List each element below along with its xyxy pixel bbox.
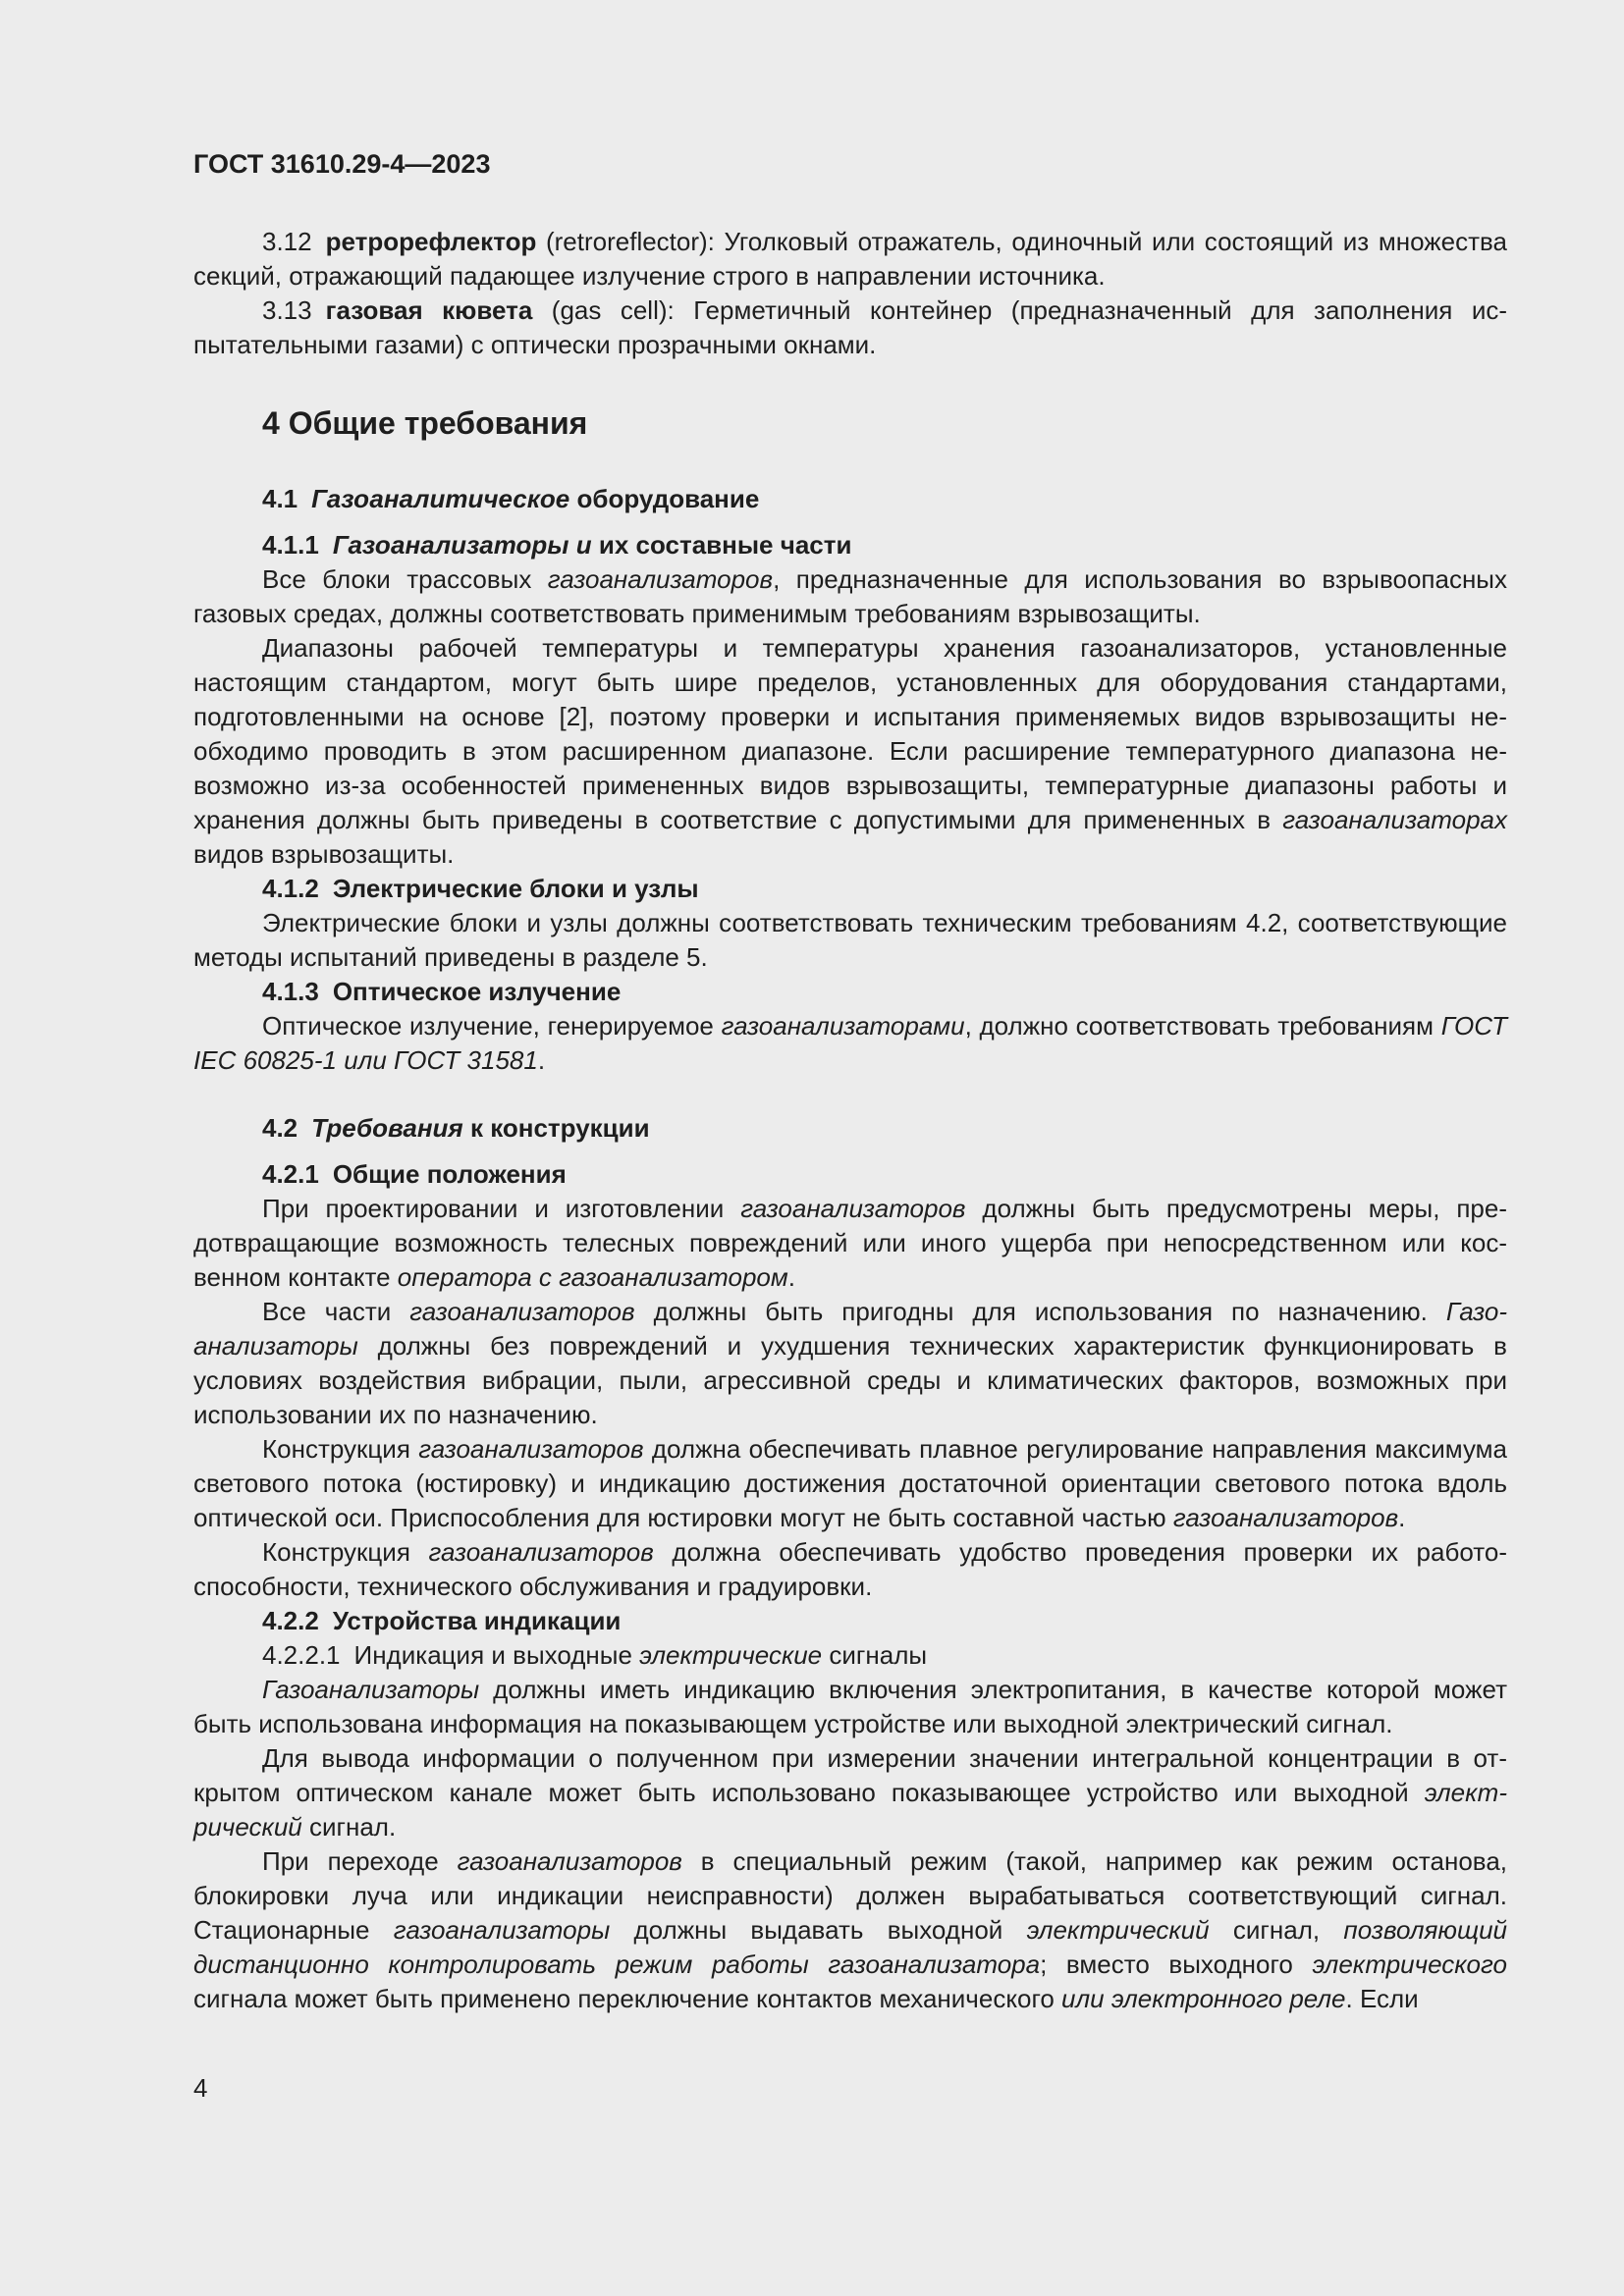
paragraph: Все части газоанализаторов должны быть пригодны для использования по назначению. Газоанализаторы должны без повреждений и ухудшения технических характеристик функционировать в условиях воздействия вибрации, пыли, агрессивной среды и климатических факторов, возможных при использовании их по назначению.	[193, 1297, 1508, 1429]
page-number: 4	[193, 2073, 208, 2103]
clause-4-2-2-title: 4.2.2 Устройства индикации	[262, 1606, 622, 1635]
term-definition: Уголковый отражатель, одиночный или состоящий из множества секций, отражающий падающее излучение строго в направлении источника.	[193, 227, 1507, 291]
paragraph: Газоанализаторы должны иметь индикацию включения электропитания, в качестве которой может быть использована информация на показывающем устройстве или выходной электрический сигнал.	[193, 1675, 1507, 1738]
paragraph: Конструкция газоанализаторов должна обеспечивать удобство проведения проверки их работоспособности, технического обслуживания и градуировки.	[193, 1537, 1508, 1601]
term-name: ретрорефлектор	[325, 227, 537, 256]
term-name: газовая кювета	[325, 295, 533, 325]
document-code-header: ГОСТ 31610.29-4—2023	[193, 149, 491, 179]
paragraph: Диапазоны рабочей температуры и температуры хранения газоанализаторов, установленные настоящим стандартом, могут быть шире пределов, установленных для оборудования стандартами, подготовленными на основе [2], поэтому проверки и испытания применяемых видов взрывозащиты необходимо проводить в этом расширенном диапазоне. Если расширение температурного диапазона невозможно из-за особенностей примененных видов взрывозащиты, температурные диапазоны работы и хранения должны быть приведены в соответствие с допустимыми для примененных в газоанализаторах видов взрывозащиты.	[193, 633, 1507, 869]
paragraph: При переходе газоанализаторов в специальный режим (такой, например как режим останова, блокировки луча или индикации неисправности) должен вырабатываться соответствующий сигнал. Стационарные газоанализаторы должны выдавать выходной электрический сигнал, позволяющий дистанционно контролировать режим работы газоанализатора; вместо выходного электрического сигнала может быть применено переключение контактов механического или электронного реле. Если	[193, 1846, 1508, 2013]
clause-4-1-2-title: 4.1.2 Электрические блоки и узлы	[262, 874, 699, 903]
paragraph: Для вывода информации о полученном при измерении значении интегральной концентрации в открытом оптическом канале может быть использовано показывающее устройство или выходной электрический сигнал.	[193, 1743, 1507, 1842]
clause-4-1-3-title: 4.1.3 Оптическое излучение	[262, 977, 622, 1006]
term-3-12: 3.12 ретрорефлектор (retroreflector): Уголковый отражатель, одиночный или состоящий из множества секций, отражающий падающее излучение строго в направлении источника.	[193, 227, 1507, 291]
section-4-title: 4 Общие требования	[262, 405, 588, 441]
document-page	[193, 147, 1507, 2016]
paragraph: При проектировании и изготовлении газоанализаторов должны быть предусмотрены меры, предотвращающие возможность телесных повреждений или иного ущерба при непосредственном или косвенном контакте оператора с газоанализатором.	[193, 1194, 1507, 1292]
paragraph: Электрические блоки и узлы должны соответствовать техническим требованиям 4.2, соответствующие методы испытаний приведены в разделе 5.	[193, 908, 1507, 972]
term-english: (retroreflector):	[545, 227, 715, 256]
clause-4-1-1-title: 4.1.1 Газоанализаторы и их составные части	[262, 530, 852, 560]
paragraph: Конструкция газоанализаторов должна обеспечивать плавное регулирование направления максимума светового потока (юстировку) и индикацию достижения достаточной ориентации светового потока вдоль оптической оси. Приспособления для юстировки могут не быть составной частью газоанализаторов.	[193, 1434, 1507, 1532]
subsection-4-2-title: 4.2 Требования к конструкции	[262, 1113, 650, 1143]
paragraph: Все блоки трассовых газоанализаторов, предназначенные для использования во взрывоопасных газовых средах, должны соответствовать применимым требованиям взрывозащиты.	[193, 564, 1507, 628]
term-definition: Герметичный контейнер (предназначенный для заполнения испытательными газами) с оптически прозрачными окнами.	[193, 295, 1508, 359]
term-3-13: 3.13 газовая кювета (gas cell): Герметичный контейнер (предназначенный для заполнения испытательными газами) с оптически прозрачными окнами.	[193, 295, 1508, 359]
term-english: (gas cell):	[551, 295, 675, 325]
subsection-4-1-title: 4.1 Газоаналитическое оборудование	[262, 484, 760, 513]
clause-4-2-1-title: 4.2.1 Общие положения	[262, 1159, 567, 1189]
clause-4-2-2-1-title: 4.2.2.1 Индикация и выходные электрические сигналы	[262, 1640, 928, 1670]
paragraph: Оптическое излучение, генерируемое газоанализаторами, должно соответствовать требованиям ГОСТ IEC 60825-1 или ГОСТ 31581.	[193, 1011, 1507, 1075]
